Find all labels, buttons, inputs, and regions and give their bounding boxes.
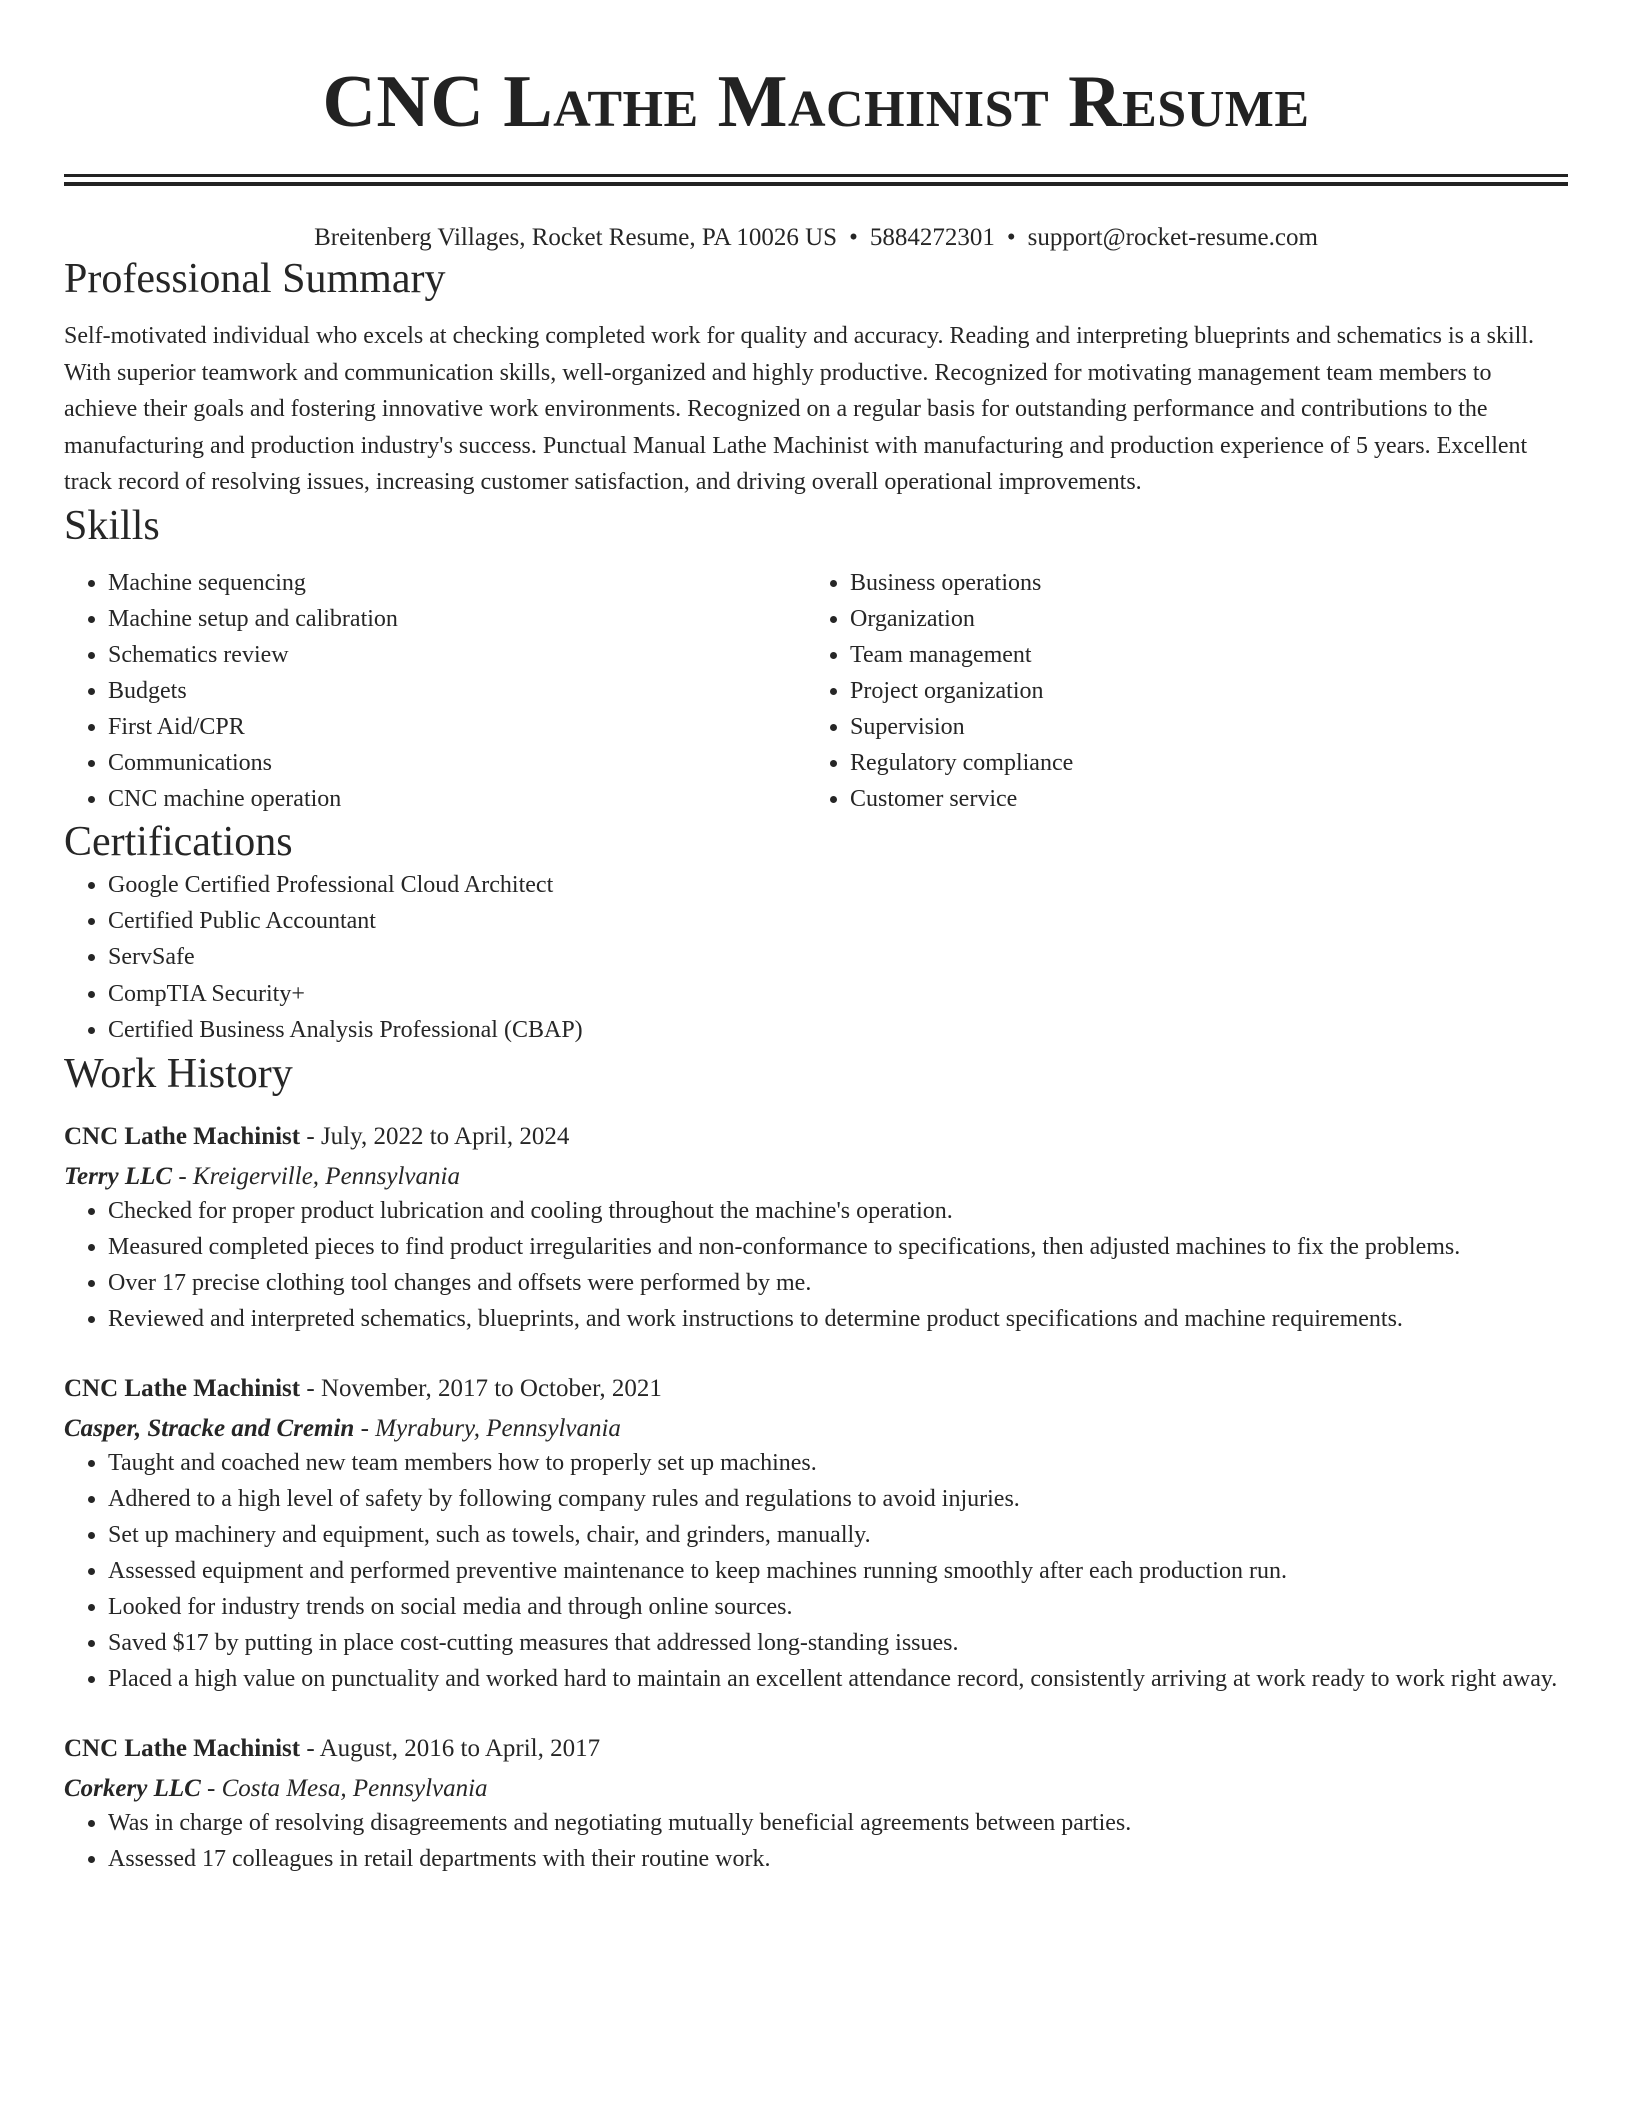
skills-columns <box>64 565 1568 817</box>
skill-item: • Customer service <box>850 781 1548 817</box>
job-duty-item: • Looked for industry trends on social media and through online sources. <box>108 1589 1568 1625</box>
job-duty-item: • Adhered to a high level of safety by following company rules and regulations to avoid injuries. <box>108 1481 1568 1517</box>
skill-item: • Project organization <box>850 673 1548 709</box>
contact-phone: 5884272301 <box>869 224 995 251</box>
certifications-list <box>64 867 1568 1049</box>
job-dates: August, 2016 to April, 2017 <box>319 1734 601 1762</box>
skill-item: • Regulatory compliance <box>850 745 1548 781</box>
job-duty-item: • Assessed equipment and performed preventive maintenance to keep machines running smoothly after each production run. <box>108 1553 1568 1589</box>
summary-text: Self-motivated individual who excels at checking completed work for quality and accuracy. Reading and interpreting blueprints and schematics is a skill. With superior teamwork and communication skills, well-organized and highly productive. Recognized for motivating management team members to achieve their goals and fostering innovative work environments. Recognized on a regular basis for outstanding performance and contributions to the manufacturing and production industry's success. Punctual Manual Lathe Machinist with manufacturing and production experience of 5 years. Excellent track record of resolving issues, increasing customer satisfaction, and driving overall operational improvements. <box>64 323 1534 495</box>
skill-item: • Communications <box>108 745 806 781</box>
job-duties-list <box>64 1193 1568 1337</box>
job-title: CNC Lathe Machinist <box>64 1122 301 1150</box>
job-duty-item: • Measured completed pieces to find product irregularities and non-conformance to specifications, then adjusted machines to fix the problems. <box>108 1229 1568 1265</box>
job-duty-item: • Placed a high value on punctuality and worked hard to maintain an excellent attendance record, consistently arriving at work ready to work right away. <box>108 1661 1568 1697</box>
skills-heading: Skills <box>64 502 160 549</box>
job-dash: - <box>200 1774 222 1802</box>
job-company-line <box>64 1161 1568 1193</box>
job-dash: - <box>172 1162 193 1190</box>
job-duty-item: • Set up machinery and equipment, such as towels, chair, and grinders, manually. <box>108 1517 1568 1553</box>
job-title: CNC Lathe Machinist <box>64 1734 301 1762</box>
job-dates: November, 2017 to October, 2021 <box>320 1374 662 1402</box>
work-history-heading: Work History <box>64 1050 293 1097</box>
resume-title: CNC Lathe Machinist Resume <box>322 61 1310 143</box>
contact-email: support@rocket-resume.com <box>1027 224 1318 251</box>
job-title: CNC Lathe Machinist <box>64 1374 301 1402</box>
job-duty-item: • Assessed 17 colleagues in retail departments with their routine work. <box>108 1841 1568 1877</box>
skill-item: • Business operations <box>850 565 1548 601</box>
job-company: Casper, Stracke and Cremin <box>64 1414 355 1442</box>
job-title-line <box>64 1733 1568 1765</box>
certification-item: • ServSafe <box>108 939 1568 975</box>
job-company-line <box>64 1773 1568 1805</box>
job-duty-item: • Over 17 precise clothing tool changes and offsets were performed by me. <box>108 1265 1568 1301</box>
job-dates: July, 2022 to April, 2024 <box>320 1122 570 1150</box>
job-company: Terry LLC <box>64 1162 173 1190</box>
certification-item: • CompTIA Security+ <box>108 976 1568 1012</box>
contact-separator: • <box>1006 224 1016 251</box>
summary-heading: Professional Summary <box>64 256 446 302</box>
job-entry <box>64 1733 1568 1877</box>
certification-item: • Certified Public Accountant <box>108 903 1568 939</box>
skill-item: • Organization <box>850 601 1548 637</box>
job-dash: - <box>354 1414 376 1442</box>
skill-item: • Budgets <box>108 673 806 709</box>
job-company-line <box>64 1413 1568 1445</box>
certifications-heading: Certifications <box>64 818 293 865</box>
job-duty-item: • Checked for proper product lubrication and cooling throughout the machine's operation. <box>108 1193 1568 1229</box>
job-dash: - <box>300 1734 320 1762</box>
certification-item: • Google Certified Professional Cloud Architect <box>108 867 1568 903</box>
job-company: Corkery LLC <box>64 1774 201 1802</box>
skills-list-left <box>64 565 806 817</box>
job-duties-list <box>64 1445 1568 1697</box>
job-dash: - <box>300 1374 321 1402</box>
skill-item: • Team management <box>850 637 1548 673</box>
job-duties-list <box>64 1805 1568 1877</box>
job-duty-item: • Saved $17 by putting in place cost-cutting measures that addressed long-standing issues. <box>108 1625 1568 1661</box>
skill-item: • CNC machine operation <box>108 781 806 817</box>
skill-item: • Schematics review <box>108 637 806 673</box>
job-title-line <box>64 1121 1568 1153</box>
skill-item: • Machine setup and calibration <box>108 601 806 637</box>
job-entry <box>64 1121 1568 1337</box>
contact-separator: • <box>849 224 858 251</box>
title-divider <box>64 174 1568 186</box>
certification-item: • Certified Business Analysis Professional (CBAP) <box>108 1012 1568 1048</box>
job-duty-item: • Reviewed and interpreted schematics, blueprints, and work instructions to determine product specifications and machine requirements. <box>108 1301 1568 1337</box>
skill-item: • First Aid/CPR <box>108 709 806 745</box>
job-location: Myrabury, Pennsylvania <box>375 1414 621 1442</box>
job-duty-item: • Was in charge of resolving disagreements and negotiating mutually beneficial agreements between parties. <box>108 1805 1568 1841</box>
job-location: Kreigerville, Pennsylvania <box>192 1162 460 1190</box>
job-dash: - <box>300 1122 321 1150</box>
job-location: Costa Mesa, Pennsylvania <box>221 1774 488 1802</box>
contact-line <box>64 222 1568 254</box>
contact-address: Breitenberg Villages, Rocket Resume, PA 10026 US <box>314 224 838 251</box>
skills-list-right <box>806 565 1548 817</box>
job-title-line <box>64 1373 1568 1405</box>
skill-item: • Supervision <box>850 709 1548 745</box>
job-duty-item: • Taught and coached new team members how to properly set up machines. <box>108 1445 1568 1481</box>
skill-item: • Machine sequencing <box>108 565 806 601</box>
job-entry <box>64 1373 1568 1697</box>
